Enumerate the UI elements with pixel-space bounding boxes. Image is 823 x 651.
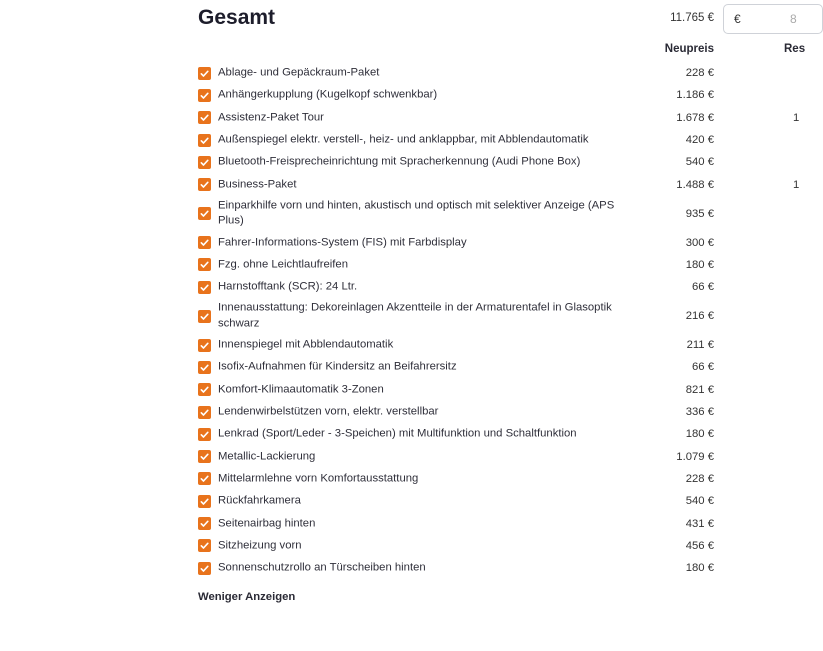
item-label: Komfort-Klimaautomatik 3-Zonen xyxy=(218,383,384,396)
checkbox[interactable] xyxy=(198,236,211,249)
list-item xyxy=(198,490,800,512)
list-item xyxy=(198,254,800,276)
list-item xyxy=(198,298,800,334)
item-label: Mittelarmlehne vorn Komfortausstattung xyxy=(218,472,419,485)
checkmark-icon xyxy=(198,562,211,575)
column-header-rest: Res xyxy=(784,43,806,55)
list-item xyxy=(198,107,800,129)
checkbox[interactable] xyxy=(198,472,211,485)
list-item xyxy=(198,557,800,579)
checkmark-icon xyxy=(198,281,211,294)
checkmark-icon xyxy=(198,111,211,124)
item-price: 180 € xyxy=(685,258,714,271)
checkbox[interactable] xyxy=(198,89,211,102)
item-label: Innenausstattung: Dekoreinlagen Akzentteile in der Armaturentafel in Glasoptik schwarz xyxy=(218,301,612,330)
checkbox[interactable] xyxy=(198,517,211,530)
item-price: 821 € xyxy=(685,383,714,396)
item-label: Business-Paket xyxy=(218,177,297,190)
item-price: 228 € xyxy=(685,67,714,80)
checkmark-icon xyxy=(198,236,211,249)
checkbox[interactable] xyxy=(198,562,211,575)
item-label: Seitenairbag hinten xyxy=(218,516,316,529)
column-header-neupreis: Neupreis xyxy=(664,43,714,55)
checkbox[interactable] xyxy=(198,450,211,463)
checkmark-icon xyxy=(198,495,211,508)
checkmark-icon xyxy=(198,310,211,323)
checkmark-icon xyxy=(198,450,211,463)
item-price: 1.186 € xyxy=(676,89,714,102)
item-price: 1.488 € xyxy=(676,178,714,191)
item-label: Ablage- und Gepäckraum-Paket xyxy=(218,66,380,79)
currency-symbol: € xyxy=(734,12,741,26)
checkbox[interactable] xyxy=(198,281,211,294)
item-price: 180 € xyxy=(685,428,714,441)
item-price: 1.678 € xyxy=(676,111,714,124)
checkbox[interactable] xyxy=(198,428,211,441)
checkbox[interactable] xyxy=(198,406,211,419)
item-label: Innenspiegel mit Abblendautomatik xyxy=(218,338,394,351)
item-price: 228 € xyxy=(685,472,714,485)
checkbox[interactable] xyxy=(198,207,211,220)
item-label: Harnstofftank (SCR): 24 Ltr. xyxy=(218,280,358,293)
item-price: 66 € xyxy=(692,361,714,374)
list-item xyxy=(198,151,800,173)
item-label: Bluetooth-Freisprecheinrichtung mit Spracherkennung (Audi Phone Box) xyxy=(218,155,581,168)
item-price: 540 € xyxy=(685,156,714,169)
item-label: Anhängerkupplung (Kugelkopf schwenkbar) xyxy=(218,88,438,101)
checkmark-icon xyxy=(198,383,211,396)
checkmark-icon xyxy=(198,539,211,552)
list-item xyxy=(198,62,800,84)
item-label: Metallic-Lackierung xyxy=(218,449,316,462)
item-label: Sitzheizung vorn xyxy=(218,539,302,552)
list-item xyxy=(198,401,800,423)
total-price: 11.765 € xyxy=(670,12,714,24)
checkbox[interactable] xyxy=(198,539,211,552)
list-item xyxy=(198,276,800,298)
checkbox[interactable] xyxy=(198,495,211,508)
checkbox[interactable] xyxy=(198,178,211,191)
checkmark-icon xyxy=(198,134,211,147)
item-price: 66 € xyxy=(692,281,714,294)
checkmark-icon xyxy=(198,472,211,485)
list-item xyxy=(198,173,800,195)
checkbox[interactable] xyxy=(198,258,211,271)
list-item xyxy=(198,356,800,378)
checkmark-icon xyxy=(198,258,211,271)
item-label: Einparkhilfe vorn und hinten, akustisch und optisch mit selektiver Anzeige (APS Plus) xyxy=(218,199,615,227)
checkbox[interactable] xyxy=(198,67,211,80)
checkmark-icon xyxy=(198,428,211,441)
item-label: Assistenz-Paket Tour xyxy=(218,110,324,123)
item-label: Rückfahrkamera xyxy=(218,494,301,507)
checkmark-icon xyxy=(198,406,211,419)
item-label: Außenspiegel elektr. verstell-, heiz- und anklappbar, mit Abblendautomatik xyxy=(218,133,589,146)
item-rest-value: 1 xyxy=(793,111,800,124)
item-price: 420 € xyxy=(685,134,714,147)
checkbox[interactable] xyxy=(198,310,211,323)
list-item xyxy=(198,423,800,445)
item-label: Sonnenschutzrollo an Türscheiben hinten xyxy=(218,561,426,574)
checkmark-icon xyxy=(198,67,211,80)
list-item xyxy=(198,129,800,151)
checkbox[interactable] xyxy=(198,361,211,374)
checkmark-icon xyxy=(198,207,211,220)
item-price: 211 € xyxy=(686,339,714,352)
checkbox[interactable] xyxy=(198,134,211,147)
input-value: 8 xyxy=(790,12,797,26)
item-price: 540 € xyxy=(685,495,714,508)
item-price: 216 € xyxy=(685,310,714,323)
item-label: Lenkrad (Sport/Leder - 3-Speichen) mit Multifunktion und Schaltfunktion xyxy=(218,427,577,440)
list-item xyxy=(198,231,800,253)
page-title: Gesamt xyxy=(198,6,276,29)
list-item xyxy=(198,196,800,232)
show-less-button[interactable]: Weniger Anzeigen xyxy=(198,591,296,603)
checkmark-icon xyxy=(198,89,211,102)
item-rest-value: 1 xyxy=(793,178,800,191)
item-price: 336 € xyxy=(685,406,714,419)
item-price: 935 € xyxy=(685,207,714,220)
checkmark-icon xyxy=(198,361,211,374)
checkmark-icon xyxy=(198,339,211,352)
item-label: Lendenwirbelstützen vorn, elektr. verstellbar xyxy=(218,405,439,418)
checkmark-icon xyxy=(198,178,211,191)
checkmark-icon xyxy=(198,517,211,530)
item-price: 1.079 € xyxy=(676,450,714,463)
checkmark-icon xyxy=(198,156,211,169)
list-item xyxy=(198,512,800,534)
list-item xyxy=(198,446,800,468)
item-label: Fzg. ohne Leichtlaufreifen xyxy=(218,258,348,271)
item-label: Isofix-Aufnahmen für Kindersitz an Beifahrersitz xyxy=(218,360,457,373)
item-price: 300 € xyxy=(685,236,714,249)
rest-value-input[interactable] xyxy=(723,4,823,34)
checkbox[interactable] xyxy=(198,111,211,124)
checkbox[interactable] xyxy=(198,383,211,396)
list-item xyxy=(198,468,800,490)
list-item xyxy=(198,84,800,106)
item-label: Fahrer-Informations-System (FIS) mit Farbdisplay xyxy=(218,235,467,248)
equipment-list xyxy=(198,62,800,579)
list-item xyxy=(198,535,800,557)
item-price: 431 € xyxy=(685,517,714,530)
list-item xyxy=(198,379,800,401)
checkbox[interactable] xyxy=(198,339,211,352)
item-price: 180 € xyxy=(685,562,714,575)
checkbox[interactable] xyxy=(198,156,211,169)
list-item xyxy=(198,334,800,356)
item-price: 456 € xyxy=(685,539,714,552)
